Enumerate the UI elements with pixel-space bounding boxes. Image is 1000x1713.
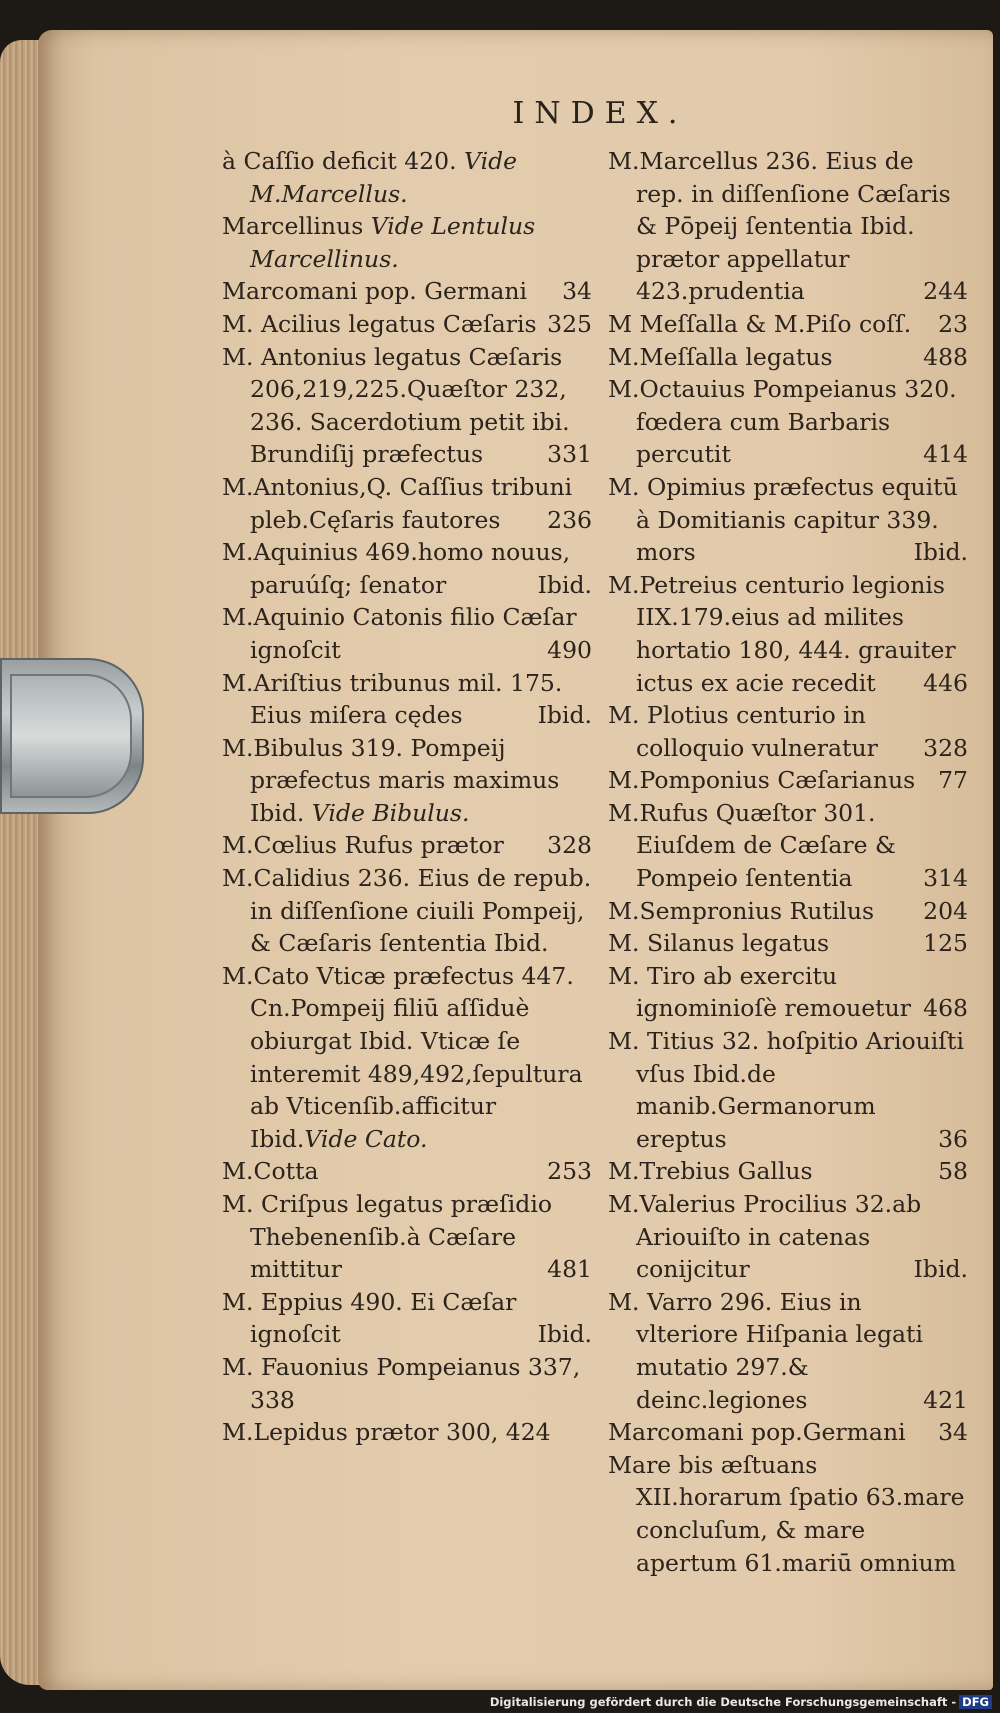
index-entry (608, 308, 968, 341)
book-clasp-inner (10, 674, 132, 798)
index-entry-text: M.Valerius Procilius 32.ab Ariouiſto in catenas conijcitur (608, 1190, 922, 1284)
index-entry (608, 1188, 968, 1286)
index-entry-page: 490 (547, 635, 592, 664)
index-entry-page: 34 (562, 277, 592, 306)
index-entry-page: 331 (547, 440, 592, 469)
index-entry-page: 414 (923, 440, 968, 469)
index-entry-page: 253 (547, 1157, 592, 1186)
index-entry-text: M. Titius 32. hoſpitio Ariouiſti vſus Ibid.de manib.Germanorum ereptus (608, 1027, 964, 1153)
index-column-left (222, 145, 592, 1449)
index-entry-text: M.Bibulus 319. Pompeij præfectus maris maximus Ibid. (222, 733, 560, 827)
index-entry (222, 1351, 592, 1416)
index-entry-text: M.Aquinio Catonis filio Cæſar ignoſcit (222, 603, 577, 664)
index-entry-text: M.Meſſalla legatus (608, 342, 833, 371)
index-entry (222, 341, 592, 471)
index-entry-page: Ibid. (537, 701, 592, 730)
index-entry-crossref: Vide Cato. (304, 1124, 428, 1153)
index-entry (222, 829, 592, 862)
index-entry-text: M. Antonius legatus Cæſaris 206,219,225.Quæſtor 232, 236. Sacerdotium petit ibi. Brundiſij præfectus (222, 342, 570, 469)
index-entry-page: 23 (938, 309, 968, 338)
index-entry-text: Marcomani pop. Germani (222, 277, 528, 306)
index-entry-text: M.Lepidus prætor 300, 424 (222, 1418, 551, 1447)
credit-text: Digitalisierung gefördert durch die Deutsche Forschungsgemeinschaft - (489, 1695, 957, 1709)
index-entry (222, 275, 592, 308)
index-entry (222, 1286, 592, 1351)
index-entry-crossref: Vide M.Marcellus. (250, 147, 518, 208)
index-entry-crossref: Vide Lentulus Marcellinus. (250, 212, 536, 273)
index-entry (222, 601, 592, 666)
dfg-logo: DFG (959, 1695, 992, 1709)
index-entry-crossref: Vide Bibulus. (311, 798, 470, 827)
index-entry-page: 34 (938, 1418, 968, 1447)
index-entry-text: M.Pomponius Cæſarianus (608, 766, 916, 795)
digitization-credit (490, 1695, 992, 1709)
index-entry (608, 1155, 968, 1188)
index-entry-page: 236 (547, 505, 592, 534)
index-entry (608, 145, 968, 308)
index-entry-page: 36 (938, 1124, 968, 1153)
index-entry-page: 328 (923, 733, 968, 762)
index-entry (222, 667, 592, 732)
index-entry-page: 328 (547, 831, 592, 860)
index-entry-text: M. Silanus legatus (608, 929, 830, 958)
index-entry-text: M.Octauius Pompeianus 320. fœdera cum Barbaris percutit (608, 375, 957, 469)
index-entry-page: 125 (923, 929, 968, 958)
index-entry (222, 1155, 592, 1188)
index-entry-text: M.Marcellus 236. Eius de rep. in diſſenſione Cæſaris & Pōpeij ſententia Ibid. prætor appellatur 423.prudentia (608, 147, 951, 306)
index-entry (222, 471, 592, 536)
index-entry-page: 204 (923, 896, 968, 925)
index-entry-page: 244 (923, 277, 968, 306)
index-entry-text: M. Acilius legatus Cæſaris (222, 309, 537, 338)
index-entry-text: Marcellinus (222, 212, 371, 241)
index-entry-text: M.Petreius centurio legionis IIX.179.eius ad milites hortatio 180, 444. grauiter ictus ex acie recedit (608, 570, 956, 697)
index-entry-page: 421 (923, 1385, 968, 1414)
index-entry-text: M. Plotius centurio in colloquio vulneratur (608, 701, 878, 762)
index-entry-text: M. Varro 296. Eius in vlteriore Hiſpania legati mutatio 297.& deinc.legiones (608, 1287, 923, 1414)
index-entry (222, 308, 592, 341)
index-entry (222, 210, 592, 275)
index-entry (608, 1416, 968, 1449)
index-entry-page: Ibid. (913, 538, 968, 567)
index-entry-text: M.Rufus Quæſtor 301. Eiuſdem de Cæſare & Pompeio ſententia (608, 798, 896, 893)
book-clasp (0, 658, 144, 814)
index-entry-page: 446 (923, 668, 968, 697)
index-entry-text: M. Fauonius Pompeianus 337, 338 (222, 1352, 581, 1414)
index-entry-page: 314 (923, 864, 968, 893)
index-entry (608, 797, 968, 895)
index-entry-text: M. Criſpus legatus præſidio Thebenenſib.à Cæſare mittitur (222, 1190, 553, 1284)
index-entry (608, 960, 968, 1025)
index-entry (608, 471, 968, 569)
index-entry (608, 1025, 968, 1155)
index-entry (608, 764, 968, 797)
index-entry-text: M.Antonius,Q. Caſſius tribuni pleb.Cęſaris fautores (222, 472, 573, 534)
index-entry (608, 373, 968, 471)
index-entry-text: M.Aquinius 469.homo nouus, paruúſq; ſenator (222, 538, 571, 599)
index-entry (222, 960, 592, 1156)
index-entry (608, 1449, 968, 1579)
index-entry-page: 77 (938, 766, 968, 795)
index-entry (222, 145, 592, 210)
index-entry-text: M.Trebius Gallus (608, 1157, 813, 1186)
index-entry-page: 468 (923, 994, 968, 1023)
index-entry-page: Ibid. (537, 1320, 592, 1349)
index-entry (608, 927, 968, 960)
index-entry-text: M. Opimius præfectus equitū à Domitianis capitur 339. mors (608, 472, 958, 567)
index-entry-page: Ibid. (913, 1255, 968, 1284)
index-entry (222, 732, 592, 830)
index-entry (608, 1286, 968, 1416)
index-entry-text: M.Ariſtius tribunus mil. 175. Eius miſera cędes (222, 668, 563, 730)
index-entry-text: M.Sempronius Rutilus (608, 896, 875, 925)
index-entry-text: M.Cotta (222, 1157, 319, 1186)
index-entry-text: M. Eppius 490. Ei Cæſar ignoſcit (222, 1287, 517, 1349)
index-entry (222, 1416, 592, 1449)
index-entry (608, 341, 968, 374)
index-entry (222, 862, 592, 960)
index-entry-page: 325 (547, 309, 592, 338)
index-entry-page: 488 (923, 342, 968, 371)
index-entry (222, 536, 592, 601)
index-entry-text: à Caſſio deficit 420. (222, 147, 465, 175)
index-entry (608, 569, 968, 699)
index-entry-page: Ibid. (537, 570, 592, 599)
index-entry-text: M.Cato Vticæ præfectus 447. Cn.Pompeij filiū aſſiduè obiurgat Ibid. Vticæ ſe interemit 489,492,ſepultura ab Vticenſib.afficitur Ibid. (222, 961, 583, 1153)
index-entry (222, 1188, 592, 1286)
index-entry-page: 481 (547, 1255, 592, 1284)
index-entry-text: M.Calidius 236. Eius de repub. in diſſenſione ciuili Pompeij, & Cæſaris ſententia Ibid. (222, 864, 592, 958)
index-entry-text: Mare bis æſtuans XII.horarum ſpatio 63.mare concluſum, & mare apertum 61.mariū omnium (608, 1450, 965, 1577)
index-entry-page: 58 (938, 1157, 968, 1186)
index-entry (608, 699, 968, 764)
index-entry (608, 895, 968, 928)
index-entry-text: M.Cœlius Rufus prætor (222, 831, 504, 860)
index-entry-text: M. Tiro ab exercitu ignominioſè remouetur (608, 961, 911, 1023)
page-header-title: INDEX. (512, 96, 688, 131)
index-column-right (608, 145, 968, 1579)
index-entry-text: Marcomani pop.Germani (608, 1418, 906, 1447)
index-entry-text: M Meſſalla & M.Piſo coſſ. (608, 309, 912, 338)
